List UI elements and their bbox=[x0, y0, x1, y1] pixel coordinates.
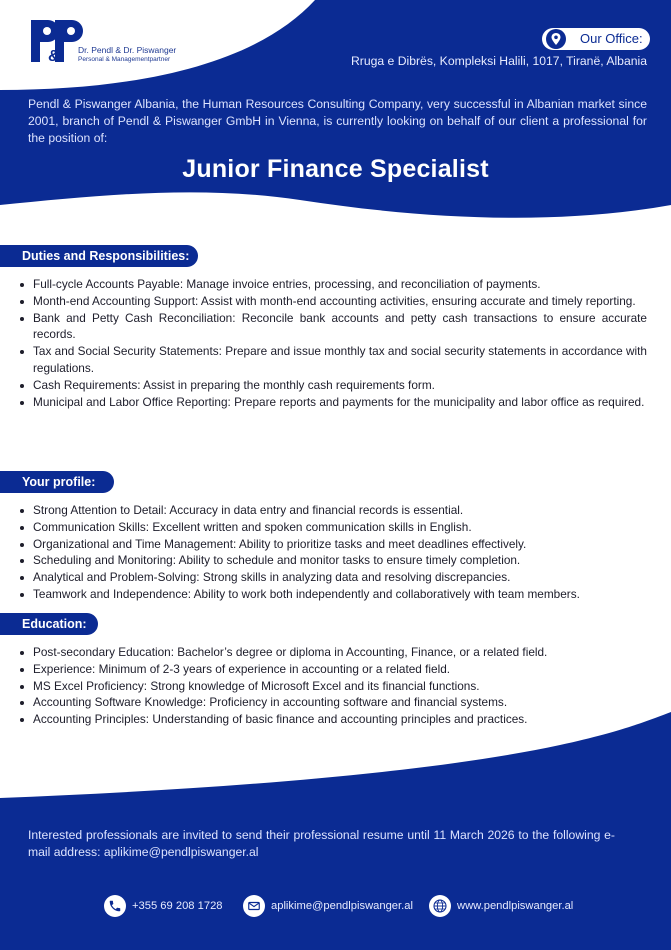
job-title: Junior Finance Specialist bbox=[182, 155, 489, 183]
logo-subtitle: Personal & Managementpartner bbox=[78, 56, 171, 63]
logo-ampersand: & bbox=[48, 48, 60, 65]
list-item: Month-end Accounting Support: Assist with month-end accounting activities, ensuring accurate and timely reporting. bbox=[20, 293, 647, 310]
list-item: Strong Attention to Detail: Accuracy in data entry and financial records is essential. bbox=[20, 502, 647, 519]
section-header-education: Education: bbox=[0, 613, 98, 635]
list-item: Teamwork and Independence: Ability to work both independently and collaboratively with team members. bbox=[20, 586, 647, 603]
contact-website[interactable] bbox=[429, 894, 573, 918]
office-address: Rruga e Dibrës, Kompleksi Halili, 1017, Tiranë, Albania bbox=[350, 54, 647, 68]
globe-icon bbox=[429, 895, 451, 917]
profile-list bbox=[20, 502, 647, 603]
list-item: Communication Skills: Excellent written and spoken communication skills in English. bbox=[20, 519, 647, 536]
list-item: Organizational and Time Management: Ability to prioritize tasks and meet deadlines effectively. bbox=[20, 536, 647, 553]
office-label: Our Office: bbox=[580, 31, 643, 46]
email-address: aplikime@pendlpiswanger.al bbox=[271, 900, 413, 912]
list-item: Tax and Social Security Statements: Prepare and issue monthly tax and social security statements in accordance with regulations. bbox=[20, 343, 647, 377]
education-list bbox=[20, 644, 647, 728]
list-item: Full-cycle Accounts Payable: Manage invoice entries, processing, and reconciliation of payments. bbox=[20, 276, 647, 293]
list-item: Scheduling and Monitoring: Ability to schedule and monitor tasks to ensure timely completion. bbox=[20, 552, 647, 569]
list-item: Post-secondary Education: Bachelor’s degree or diploma in Accounting, Finance, or a related field. bbox=[20, 644, 647, 661]
list-item: Bank and Petty Cash Reconciliation: Reconcile bank accounts and petty cash transactions to ensure accurate records. bbox=[20, 310, 647, 344]
phone-icon bbox=[104, 895, 126, 917]
intro-paragraph: Pendl & Piswanger Albania, the Human Resources Consulting Company, very successful in Albanian market since 2001, branch of Pendl & Piswanger GmbH in Vienna, is currently looking on behalf of our client a professional for the position of: bbox=[28, 97, 647, 145]
email-icon bbox=[243, 895, 265, 917]
phone-number: +355 69 208 1728 bbox=[132, 900, 223, 912]
office-badge bbox=[542, 28, 650, 50]
section-header-duties: Duties and Responsibilities: bbox=[0, 245, 198, 267]
website-url: www.pendlpiswanger.al bbox=[457, 900, 574, 912]
location-pin-icon bbox=[546, 29, 566, 49]
contact-phone[interactable] bbox=[104, 894, 223, 918]
list-item: Analytical and Problem-Solving: Strong skills in analyzing data and resolving discrepancies. bbox=[20, 569, 647, 586]
contact-email[interactable] bbox=[243, 894, 413, 918]
list-item: Accounting Software Knowledge: Proficiency in accounting software and financial systems. bbox=[20, 694, 647, 711]
list-item: Experience: Minimum of 2-3 years of experience in accounting or a related field. bbox=[20, 661, 647, 678]
section-header-profile: Your profile: bbox=[0, 471, 114, 493]
company-logo bbox=[28, 16, 188, 68]
list-item: MS Excel Proficiency: Strong knowledge of Microsoft Excel and its financial functions. bbox=[20, 678, 647, 695]
duties-list bbox=[20, 276, 647, 410]
list-item: Municipal and Labor Office Reporting: Prepare reports and payments for the municipality and labor office as required. bbox=[20, 394, 647, 411]
application-instructions: Interested professionals are invited to send their professional resume until 11 March 2026 to the following e-mail address: aplikime@pendlpiswanger.al bbox=[28, 828, 615, 859]
list-item: Cash Requirements: Assist in preparing the monthly cash requirements form. bbox=[20, 377, 647, 394]
logo-company-name: Dr. Pendl & Dr. Piswanger bbox=[78, 45, 177, 55]
list-item: Accounting Principles: Understanding of basic finance and accounting principles and practices. bbox=[20, 711, 647, 728]
